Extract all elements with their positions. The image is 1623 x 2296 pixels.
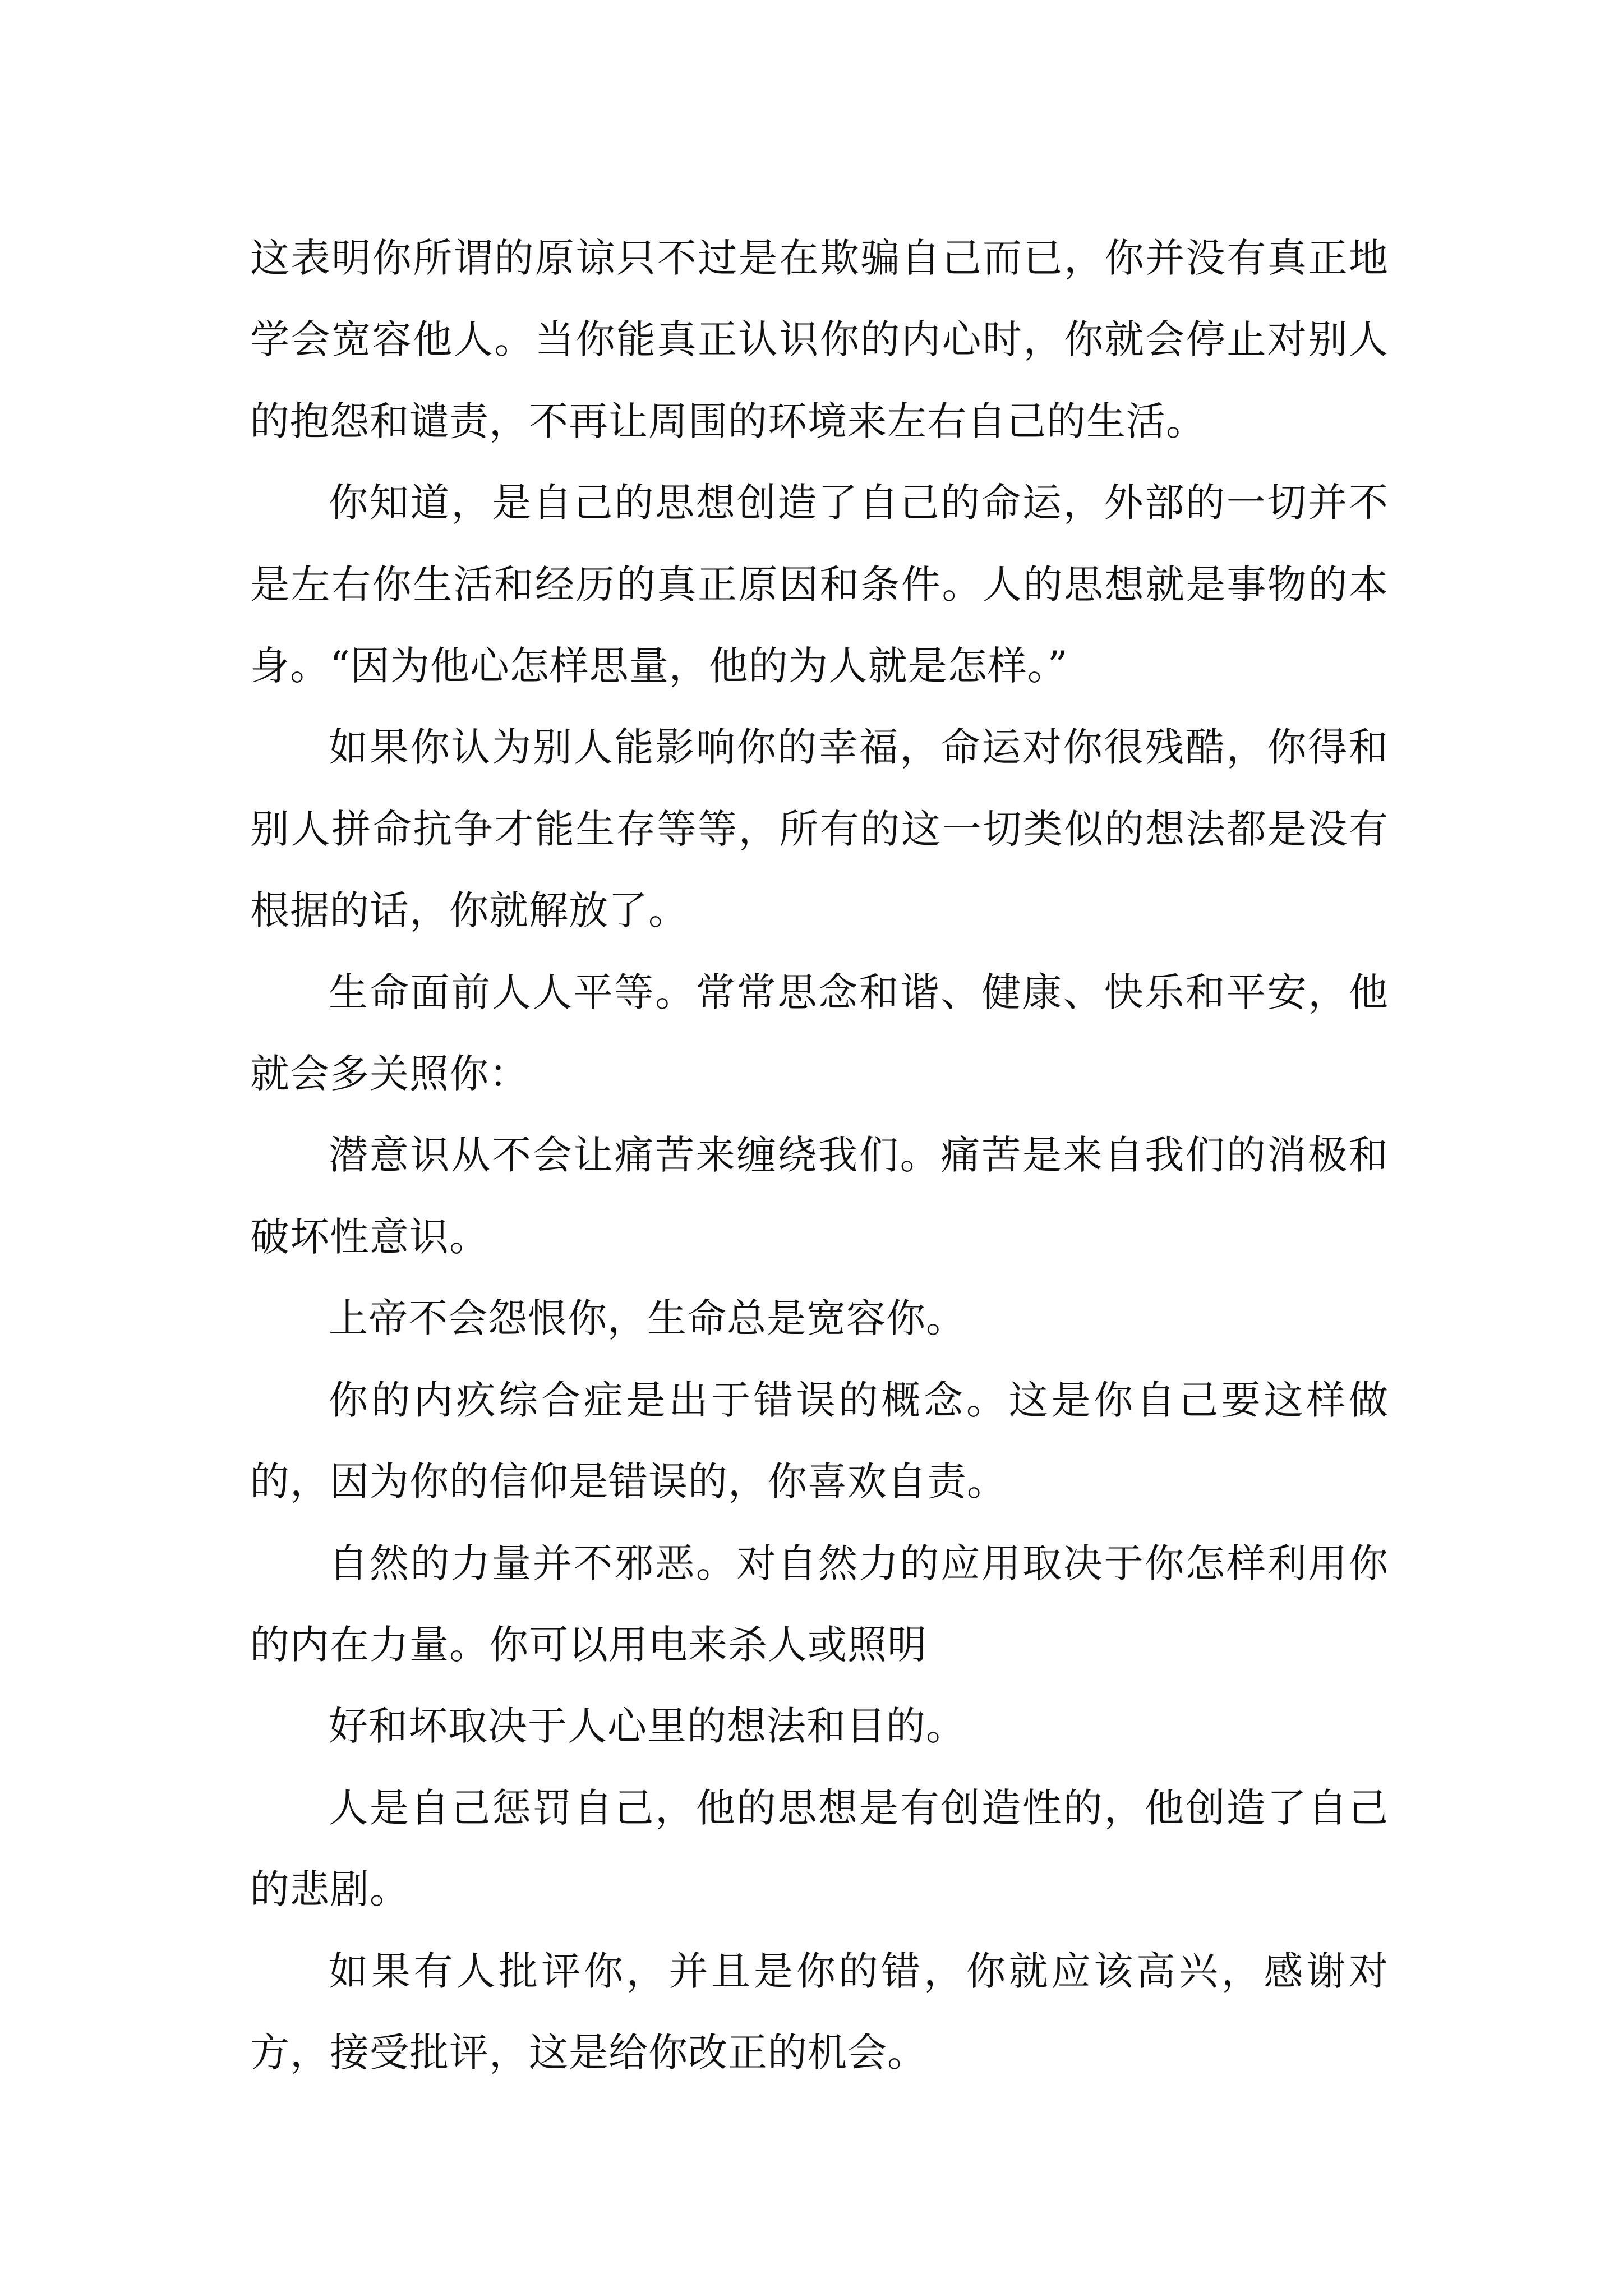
- paragraph: 好和坏取决于人心里的想法和目的。: [329, 1703, 966, 1750]
- paragraph: 上帝不会怨恨你，生命总是宽容你。: [329, 1295, 966, 1342]
- body-text: [250, 218, 1389, 2093]
- paragraph: 生命面前人人平等。常常思念和谐、健康、快乐和平安，他就会多关照你：: [250, 969, 1389, 1097]
- paragraph: 你知道，是自己的思想创造了自己的命运，外部的一切并不是左右你生活和经历的真正原因和条件。人的思想就是事物的本身。“因为他心怎样思量，他的为人就是怎样。”: [250, 480, 1389, 689]
- paragraph: 这表明你所谓的原谅只不过是在欺骗自己而已，你并没有真正地学会宽容他人。当你能真正认识你的内心时，你就会停止对别人的抱怨和谴责，不再让周围的环境来左右自己的生活。: [250, 235, 1389, 444]
- paragraph: 人是自己惩罚自己，他的思想是有创造性的，他创造了自己的悲剧。: [250, 1784, 1389, 1913]
- paragraph: 如果你认为别人能影响你的幸福，命运对你很残酷，你得和别人拼命抗争才能生存等等，所有的这一切类似的想法都是没有根据的话，你就解放了。: [250, 724, 1389, 934]
- paragraph: 自然的力量并不邪恶。对自然力的应用取决于你怎样利用你的内在力量。你可以用电来杀人或照明: [250, 1540, 1389, 1668]
- paragraph: 你的内疚综合症是出于错误的概念。这是你自己要这样做的，因为你的信仰是错误的，你喜欢自责。: [250, 1377, 1389, 1505]
- paragraph: 潜意识从不会让痛苦来缠绕我们。痛苦是来自我们的消极和破坏性意识。: [250, 1132, 1389, 1260]
- paragraph: 如果有人批评你，并且是你的错，你就应该高兴，感谢对方，接受批评，这是给你改正的机会。: [250, 1948, 1389, 2076]
